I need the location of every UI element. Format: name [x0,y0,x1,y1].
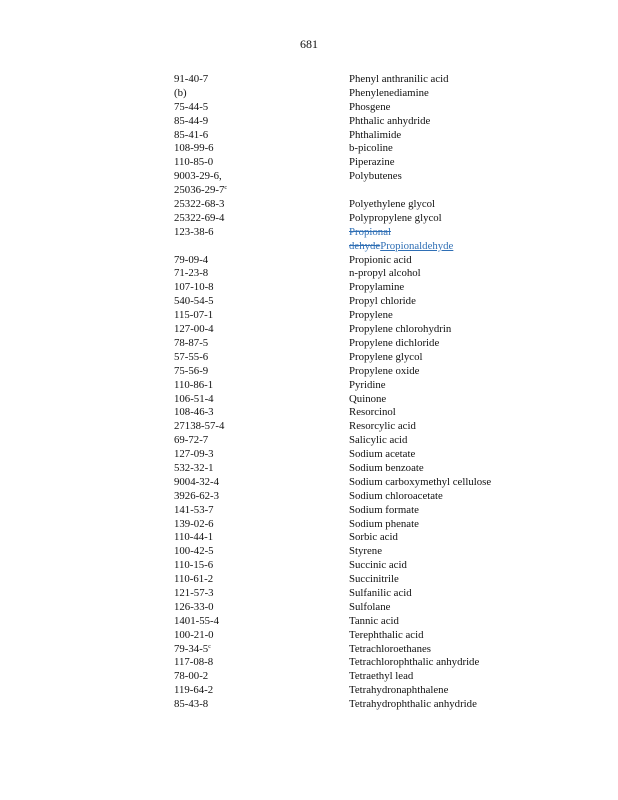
chemical-name [349,476,594,490]
cas-number [174,281,349,295]
chemical-name [349,170,594,184]
cas-number [174,601,349,615]
chemical-name [349,615,594,629]
cas-number [174,406,349,420]
cas-number [174,351,349,365]
chemical-name-text: Sodium formate [349,503,419,516]
inserted-text: Propionaldehyde [380,239,454,252]
list-item [174,365,594,379]
deleted-text: dehyde [349,239,381,252]
chemical-name-text: Propylene glycol [349,350,423,363]
chemical-name-text: Phthalimide [349,128,402,141]
list-item [174,393,594,407]
cas-number-text: 108-99-6 [174,142,214,155]
list-item [174,504,594,518]
list-item [174,406,594,420]
cas-number [174,365,349,379]
chemical-name [349,184,594,198]
chemical-name-text: Quinone [349,392,387,405]
cas-number-text: 119-64-2 [174,684,214,697]
list-item [174,267,594,281]
chemical-name-text: Phenyl anthranilic acid [349,73,449,85]
cas-number [174,142,349,156]
list-item [174,351,594,365]
cas-number-text: 110-44-1 [174,531,214,544]
list-item [174,101,594,115]
cas-number-text: 9004-32-4 [174,475,219,488]
chemical-name [349,142,594,156]
cas-number [174,545,349,559]
chemical-name-text: Propylene oxide [349,364,420,377]
chemical-name-text: Sodium chloroacetate [349,489,443,502]
cas-number-text: 75-56-9 [174,364,209,377]
chemical-name [349,212,594,226]
list-item [174,142,594,156]
chemical-name-text: Sodium phenate [349,517,419,530]
chemical-name [349,629,594,643]
chemical-name-text: Propylene dichloride [349,336,440,349]
chemical-name-text: Tannic acid [349,614,399,627]
cas-number-text: 57-55-6 [174,350,209,363]
chemical-name-text: Propylene chlorohydrin [349,323,452,336]
chemical-name [349,156,594,170]
chemical-name [349,670,594,684]
chemical-name [349,393,594,407]
cas-number-text: 108-46-3 [174,406,214,419]
cas-number-text: 532-32-1 [174,461,214,474]
page-number: 681 [300,37,318,51]
cas-number-text: 126-33-0 [174,600,214,613]
cas-number [174,115,349,129]
list-item [174,656,594,670]
chemical-name-text: Sodium carboxymethyl cellulose [349,475,492,488]
chemical-name-text: Tetrachlorophthalic anhydride [349,656,480,669]
chemical-name [349,406,594,420]
cas-number [174,462,349,476]
list-item [174,448,594,462]
cas-number [174,476,349,490]
chemical-name [349,420,594,434]
cas-number-text: 100-42-5 [174,545,214,558]
cas-number [174,504,349,518]
cas-number [174,129,349,143]
cas-number [174,295,349,309]
chemical-name [349,587,594,601]
list-item [174,212,594,226]
chemical-name-text: Propylene [349,309,393,322]
chemical-name [349,573,594,587]
cas-number-text: 78-87-5 [174,336,209,349]
cas-number [174,267,349,281]
chemical-name-text: Polybutenes [349,170,402,183]
list-item [174,462,594,476]
cas-number-text: 25322-68-3 [174,198,225,211]
list-item [174,198,594,212]
chemical-name [349,379,594,393]
chemical-name [349,337,594,351]
chemical-name-text: Propylamine [349,281,405,294]
chemical-name-text: Polyethylene glycol [349,198,436,211]
list-item [174,615,594,629]
cas-number [174,518,349,532]
chemical-name [349,129,594,143]
chemical-name-text: Sodium benzoate [349,461,424,474]
cas-number [174,670,349,684]
chemical-name [349,504,594,518]
list-item [174,531,594,545]
cas-number [174,254,349,268]
cas-number-text: 9003-29-6, [174,170,222,183]
cas-number-text: 540-54-5 [174,295,214,308]
cas-number-text: 75-44-5 [174,100,209,113]
chemical-name [349,448,594,462]
deleted-text: Propional [349,225,391,238]
cas-number [174,684,349,698]
chemical-name-text: Tetrahydrophthalic anhydride [349,698,477,711]
chemical-name [349,309,594,323]
cas-number [174,643,349,657]
cas-number-text: 69-72-7 [174,434,209,447]
chemical-name [349,365,594,379]
cas-number [174,309,349,323]
cas-number [174,156,349,170]
cas-number-text: 85-41-6 [174,128,209,141]
cas-number-text: 27138-57-4 [174,420,225,433]
list-item [174,476,594,490]
cas-number [174,337,349,351]
cas-number-text: 79-09-4 [174,253,209,266]
chemical-name [349,351,594,365]
list-item [174,129,594,143]
list-item [174,559,594,573]
footnote-marker: c [224,185,228,192]
chemical-name-text: Tetraethyl lead [349,670,414,683]
chemical-name-text: Sulfolane [349,600,391,613]
cas-number [174,629,349,643]
cas-number-text: 1401-55-4 [174,614,219,627]
cas-number-text: 3926-62-3 [174,489,219,502]
list-item [174,518,594,532]
cas-number [174,587,349,601]
chemical-name [349,267,594,281]
chemical-name-text: Tetrahydronaphthalene [349,684,449,697]
list-item [174,587,594,601]
chemical-name [349,490,594,504]
cas-number [174,434,349,448]
cas-number-text: 91-40-7 [174,73,209,85]
cas-number [174,323,349,337]
cas-number-text: 123-38-6 [174,225,214,238]
cas-number [174,73,349,87]
list-item [174,226,594,254]
chemical-name-text: Piperazine [349,156,395,169]
list-item [174,295,594,309]
list-item [174,684,594,698]
list-item [174,337,594,351]
chemical-name-text: Sorbic acid [349,531,398,544]
cas-number [174,559,349,573]
cas-number-text: 141-53-7 [174,503,214,516]
cas-number-text: 85-43-8 [174,698,209,711]
list-item [174,115,594,129]
cas-number-text: 110-61-2 [174,573,214,586]
chemical-name-text: Propionic acid [349,253,412,266]
chemical-name-text: Pyridine [349,378,386,391]
cas-number [174,656,349,670]
cas-number-text: (b) [174,86,187,99]
chemical-name [349,643,594,657]
list-item [174,184,594,198]
chemical-name [349,531,594,545]
list-item [174,73,594,87]
cas-number-text: 139-02-6 [174,517,214,530]
cas-number [174,101,349,115]
cas-number [174,448,349,462]
cas-number [174,170,349,184]
chemical-name [349,281,594,295]
list-item [174,323,594,337]
list-item [174,379,594,393]
chemical-name [349,434,594,448]
list-item [174,309,594,323]
chemical-name [349,559,594,573]
list-item [174,156,594,170]
chemical-name-text: Resorcylic acid [349,420,416,433]
chemical-name [349,462,594,476]
cas-number-text: 117-08-8 [174,656,214,669]
list-item [174,643,594,657]
cas-number-text: 25036-29-7 [174,184,225,197]
cas-number-text: 110-15-6 [174,559,214,572]
cas-number [174,531,349,545]
chemical-name-text: b-picoline [349,142,393,155]
cas-number [174,615,349,629]
chemical-name-text: Styrene [349,545,382,558]
cas-number [174,698,349,712]
list-item [174,545,594,559]
cas-number-text: 107-10-8 [174,281,214,294]
cas-number [174,226,349,254]
cas-number [174,212,349,226]
list-item [174,629,594,643]
list-item [174,573,594,587]
cas-number [174,379,349,393]
cas-number [174,490,349,504]
chemical-name [349,198,594,212]
chemical-name [349,545,594,559]
list-item [174,254,594,268]
list-item [174,698,594,712]
cas-number [174,184,349,198]
chemical-name-text: Phenylenediamine [349,86,429,99]
chemical-name-text: Sodium acetate [349,448,416,461]
cas-number-text: 121-57-3 [174,586,214,599]
footnote-marker: c [208,643,211,650]
list-item [174,490,594,504]
list-item [174,434,594,448]
cas-number [174,198,349,212]
chemical-name [349,656,594,670]
cas-number [174,393,349,407]
cas-number-text: 71-23-8 [174,267,209,280]
chemical-name-text: Tetrachloroethanes [349,642,431,655]
chemical-name [349,115,594,129]
chemical-name [349,87,594,101]
cas-number-text: 127-00-4 [174,323,214,336]
chemical-name [349,698,594,712]
chemical-name [349,101,594,115]
cas-number-text: 85-44-9 [174,114,209,127]
list-item [174,87,594,101]
cas-number [174,87,349,101]
chemical-name [349,684,594,698]
chemical-name [349,323,594,337]
cas-number-text: 110-85-0 [174,156,214,169]
cas-number-text: 79-34-5 [174,642,209,655]
chemical-name-text: Polypropylene glycol [349,211,442,224]
cas-number-text: 110-86-1 [174,378,214,391]
list-item [174,170,594,184]
chemical-name [349,518,594,532]
chemical-name-text: Propyl chloride [349,295,416,308]
cas-number-text: 127-09-3 [174,448,214,461]
cas-number-text: 106-51-4 [174,392,214,405]
cas-number-text: 78-00-2 [174,670,209,683]
cas-number [174,573,349,587]
chemical-name-text: Succinic acid [349,559,407,572]
chemical-name [349,295,594,309]
chemical-name-text: Succinitrile [349,573,399,586]
chemical-list [174,73,594,712]
cas-number [174,420,349,434]
list-item [174,670,594,684]
cas-number-text: 115-07-1 [174,309,214,322]
list-item [174,420,594,434]
chemical-name-text: Phthalic anhydride [349,114,431,127]
cas-number-text: 25322-69-4 [174,211,225,224]
chemical-name [349,73,594,87]
chemical-name [349,254,594,268]
chemical-name-text: n-propyl alcohol [349,267,421,280]
chemical-name-text: Resorcinol [349,406,396,419]
chemical-name-text: Sulfanilic acid [349,586,412,599]
chemical-name [349,601,594,615]
list-item [174,281,594,295]
chemical-name-text: Phosgene [349,100,391,113]
list-item [174,601,594,615]
cas-number-text: 100-21-0 [174,628,214,641]
chemical-name [349,226,594,254]
chemical-name-text: Salicylic acid [349,434,408,447]
chemical-name-text: Terephthalic acid [349,628,424,641]
